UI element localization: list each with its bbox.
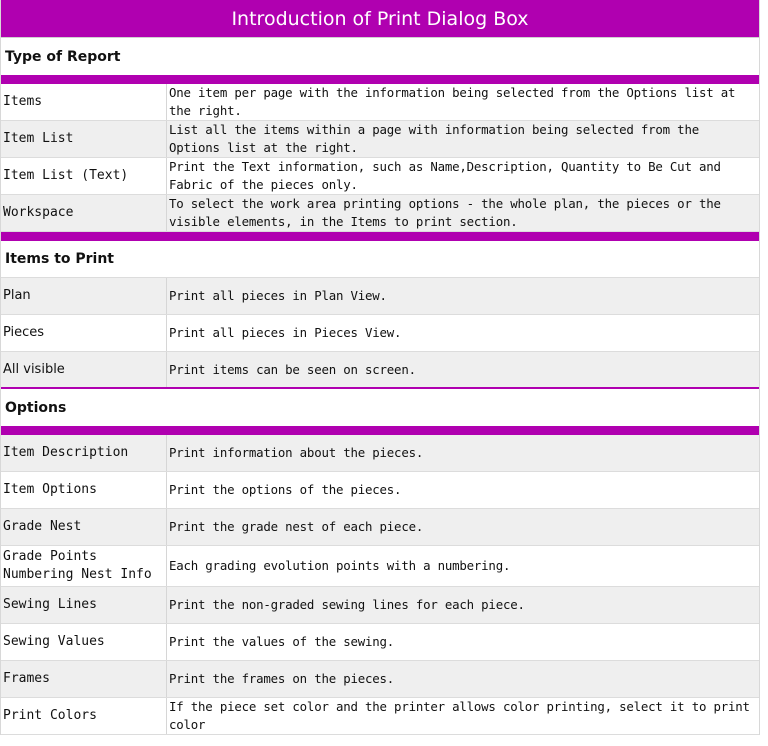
table-row — [1, 472, 759, 509]
row-label: Sewing Lines — [1, 587, 167, 623]
row-label: Print Colors — [1, 698, 167, 734]
row-label: Workspace — [1, 195, 167, 231]
section-divider — [1, 75, 759, 84]
section-heading-type-of-report: Type of Report — [1, 38, 759, 75]
table-row — [1, 158, 759, 195]
row-description: Each grading evolution points with a numbering. — [169, 558, 511, 573]
row-label: Sewing Values — [1, 624, 167, 660]
row-description: Print all pieces in Pieces View. — [169, 325, 402, 340]
table-row — [1, 624, 759, 661]
row-label: Pieces — [1, 315, 167, 351]
row-label: Plan — [1, 278, 167, 314]
row-description: Print the values of the sewing. — [169, 634, 395, 649]
row-description: Print the frames on the pieces. — [169, 671, 395, 686]
table-row — [1, 435, 759, 472]
table-row — [1, 352, 759, 389]
section-divider — [1, 426, 759, 435]
row-description: If the piece set color and the printer allows color printing, select it to print color — [169, 699, 750, 732]
row-description: Print all pieces in Plan View. — [169, 288, 387, 303]
section-heading-options: Options — [1, 389, 759, 426]
table-row — [1, 315, 759, 352]
row-description: Print the non-graded sewing lines for each piece. — [169, 597, 525, 612]
row-label: Grade Nest — [1, 509, 167, 545]
row-label: All visible — [1, 352, 167, 387]
row-description: List all the items within a page with information being selected from the Options list at the right. — [169, 122, 699, 155]
table-row — [1, 698, 759, 735]
row-label: Item List (Text) — [1, 158, 167, 194]
row-label: Item List — [1, 121, 167, 157]
row-label: Item Options — [1, 472, 167, 508]
row-description: Print the options of the pieces. — [169, 482, 402, 497]
page-title: Introduction of Print Dialog Box — [1, 0, 759, 38]
row-description: Print the grade nest of each piece. — [169, 519, 424, 534]
table-row — [1, 587, 759, 624]
row-label: Items — [1, 84, 167, 120]
row-label: Frames — [1, 661, 167, 697]
row-description: Print information about the pieces. — [169, 445, 424, 460]
table-row — [1, 278, 759, 315]
row-description: Print the Text information, such as Name,Description, Quantity to Be Cut and Fabric of the pieces only. — [169, 159, 721, 192]
section-divider — [1, 232, 759, 241]
table-row — [1, 84, 759, 121]
table-row — [1, 121, 759, 158]
section-heading-items-to-print: Items to Print — [1, 241, 759, 278]
table-row — [1, 509, 759, 546]
table-row — [1, 195, 759, 232]
row-description: To select the work area printing options - the whole plan, the pieces or the visible elements, in the Items to print section. — [169, 196, 721, 229]
row-description: Print items can be seen on screen. — [169, 361, 416, 377]
table-row — [1, 546, 759, 587]
table-row — [1, 661, 759, 698]
row-label: Item Description — [1, 435, 167, 471]
row-label: Grade Points Numbering Nest Info — [1, 546, 167, 586]
row-description: One item per page with the information being selected from the Options list at the right. — [169, 85, 736, 118]
